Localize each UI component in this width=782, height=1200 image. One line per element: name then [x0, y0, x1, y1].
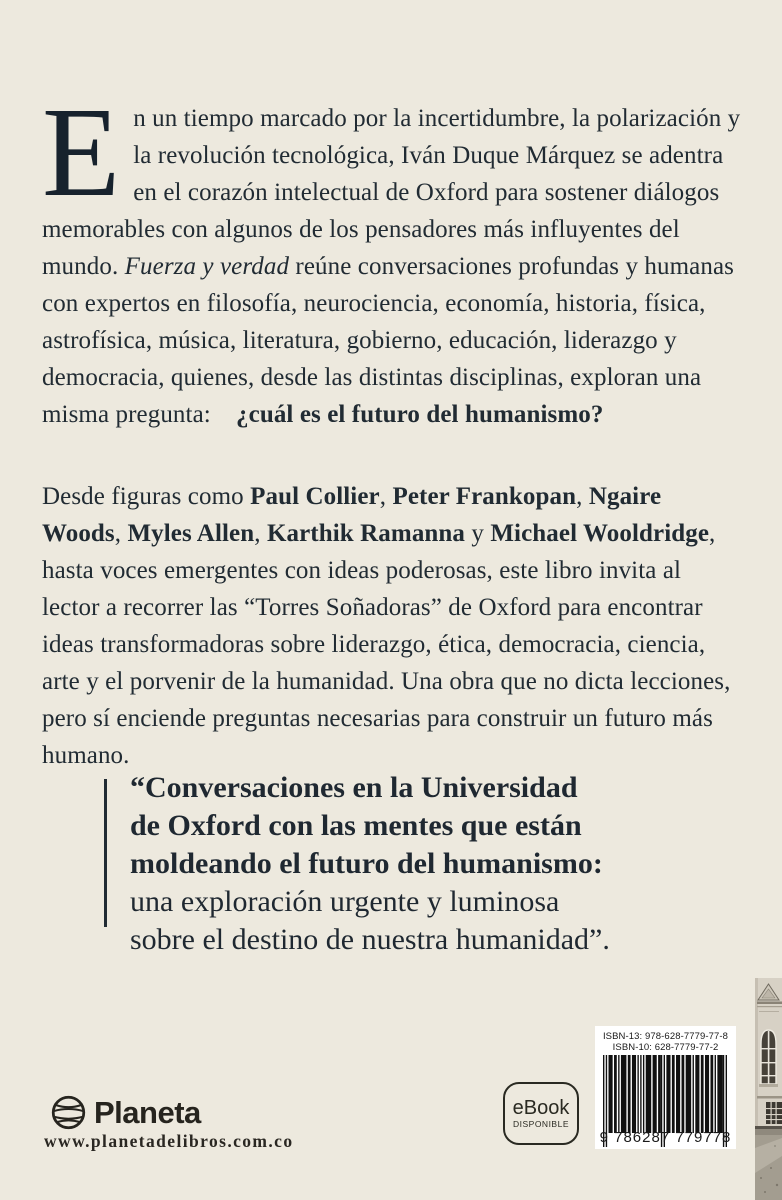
- barcode: [595, 1026, 736, 1149]
- text-run: Ngaire Woods: [42, 483, 662, 547]
- text-run: Karthik Ramanna: [266, 520, 466, 547]
- synopsis-paragraph-1-text: [42, 81, 741, 428]
- text-run: Michael Wooldridge: [490, 520, 710, 547]
- quote-line: sobre el destino de nuestra humanidad”.: [130, 923, 610, 956]
- text-run: Peter Frankopan: [392, 483, 577, 510]
- synopsis-paragraph-2: [42, 478, 744, 774]
- planeta-globe-icon: [50, 1094, 87, 1131]
- publisher-wordmark: Planeta: [94, 1094, 201, 1130]
- quote-line: una exploración urgente y luminosa: [130, 885, 560, 918]
- barcode-number: 9 786287 779778: [599, 1129, 732, 1146]
- quote-line: moldeando el futuro del humanismo:: [130, 847, 603, 880]
- quote-accent-bar: [104, 779, 107, 927]
- publisher-url: www.planetadelibros.com.co: [44, 1131, 294, 1151]
- isbn10-label: ISBN-10: 628-7779-77-2: [612, 1042, 719, 1053]
- text-run: ,: [379, 483, 393, 510]
- ebook-badge: [503, 1082, 579, 1145]
- ebook-badge-title: eBook: [512, 1097, 570, 1119]
- text-run: ¿cuál es el futuro del humanismo?: [236, 401, 604, 428]
- text-run: Fuerza y verdad: [124, 253, 290, 280]
- text-run: ,: [254, 520, 267, 547]
- review-quote: [130, 769, 610, 959]
- synopsis-paragraph-1: [42, 81, 744, 433]
- quote-line: de Oxford con las mentes que están: [130, 809, 582, 842]
- quote-line: “Conversaciones en la Universidad: [130, 771, 578, 804]
- text-run: n un tiempo marcado por la incertidumbre, la polarización y la revolución tecnológica, Iván Duque Márquez se adentra en el corazón intelectual de Oxford para sostener diálogos memorables con algunos de los pensadores más influyentes del mundo.: [42, 105, 741, 280]
- text-run: reúne conversaciones profundas y humanas con expertos en filosofía, neurociencia, economía, historia, física, astrofísica, música, literatura, gobierno, educación, liderazgo y democracia, quienes, desde las distintas disciplinas, exploran una misma pregunta:: [42, 253, 734, 428]
- isbn13-label: ISBN-13: 978-628-7779-77-8: [602, 1031, 729, 1042]
- text-run: , hasta voces emergentes con ideas poderosas, este libro invita al lector a recorrer las “Torres Soñadoras” de Oxford para encontrar ideas transformadoras sobre liderazgo, ética, democracia, ciencia, arte y el porvenir de la humanidad. Una obra que no dicta lecciones, pero sí enciende preguntas necesarias para construir un futuro más humano.: [42, 520, 731, 769]
- publisher-logo: [50, 1094, 201, 1131]
- synopsis-paragraph-2-text: [42, 483, 730, 769]
- text-run: Desde figuras como: [42, 483, 251, 510]
- text-run: Paul Collier: [250, 483, 380, 510]
- text-run: y: [465, 520, 491, 547]
- text-run: ,: [114, 520, 128, 547]
- text-run: ,: [576, 483, 589, 510]
- text-run: Myles Allen: [127, 520, 255, 547]
- drop-cap: E: [42, 81, 118, 223]
- isbn-labels: [595, 1026, 736, 1053]
- ebook-badge-subtitle: DISPONIBLE: [512, 1119, 570, 1129]
- cover-photo-strip: [755, 978, 782, 1200]
